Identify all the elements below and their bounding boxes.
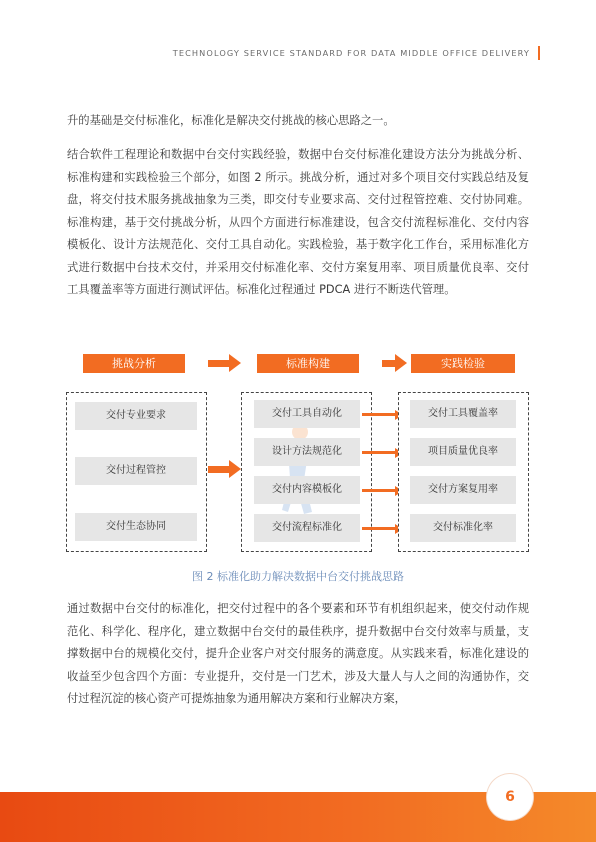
paragraph-2: 结合软件工程理论和数据中台交付实践经验，数据中台交付标准化建设方法分为挑战分析、标准构建和实践检验三个部分，如图 2 所示。挑战分析，通过对多个项目交付实践总结及复盘，将交付技术服务挑战抽象为三类，即交付专业要求高、交付过程管控难、交付协同难。标准构建，基于交付挑战分析，从四个方面进行标准建设，包含交付流程标准化、交付内容模板化、设计方法规范化、交付工具自动化。实践检验，基于数字化工作台，采用标准化方式进行数据中台技术交付，并采用交付标准化率、交付方案复用率、项目质量优良率、交付工具覆盖率等方面进行测试评估。标准化过程通过 PDCA 进行不断迭代管理。 xyxy=(67,148,529,296)
figure-caption: 图 2 标准化助力解决数据中台交付挑战思路 xyxy=(192,570,404,583)
running-title: TECHNOLOGY SERVICE STANDARD FOR DATA MIDDLE OFFICE DELIVERY xyxy=(172,48,530,58)
header-challenge-analysis: 挑战分析 xyxy=(83,354,185,373)
challenge-item: 交付过程管控 xyxy=(75,457,197,485)
metric-item: 交付标准化率 xyxy=(410,514,516,542)
paragraph-1: 升的基础是交付标准化，标准化是解决交付挑战的核心思路之一。 xyxy=(67,114,395,127)
standard-item: 交付内容模板化 xyxy=(254,476,360,504)
paragraph-3: 通过数据中台交付的标准化，把交付过程中的各个要素和环节有机组织起来，使交付动作规范化、科学化、程序化，建立数据中台交付的最佳秩序，提升数据中台交付效率与质量，支撑数据中台的规模化交付，提升企业客户对交付服务的满意度。从实践来看，标准化建设的收益至少包含四个方面：专业提升，交付是一门艺术，涉及大量人与人之间的沟通协作，交付过程沉淀的核心资产可提炼抽象为通用解决方案和行业解决方案， xyxy=(67,602,529,705)
challenge-item: 交付生态协同 xyxy=(75,513,197,541)
header-standard-building: 标准构建 xyxy=(257,354,359,373)
runner-figure-icon xyxy=(278,420,318,520)
header-practice-verification: 实践检验 xyxy=(411,354,515,373)
metric-item: 交付方案复用率 xyxy=(410,476,516,504)
standard-item: 交付工具自动化 xyxy=(254,400,360,428)
standard-item: 交付流程标准化 xyxy=(254,514,360,542)
header-accent-bar xyxy=(538,46,540,60)
challenge-item: 交付专业要求 xyxy=(75,402,197,430)
standard-item: 设计方法规范化 xyxy=(254,438,360,466)
metric-item: 项目质量优良率 xyxy=(410,438,516,466)
metric-item: 交付工具覆盖率 xyxy=(410,400,516,428)
page-number: 6 xyxy=(487,774,533,820)
